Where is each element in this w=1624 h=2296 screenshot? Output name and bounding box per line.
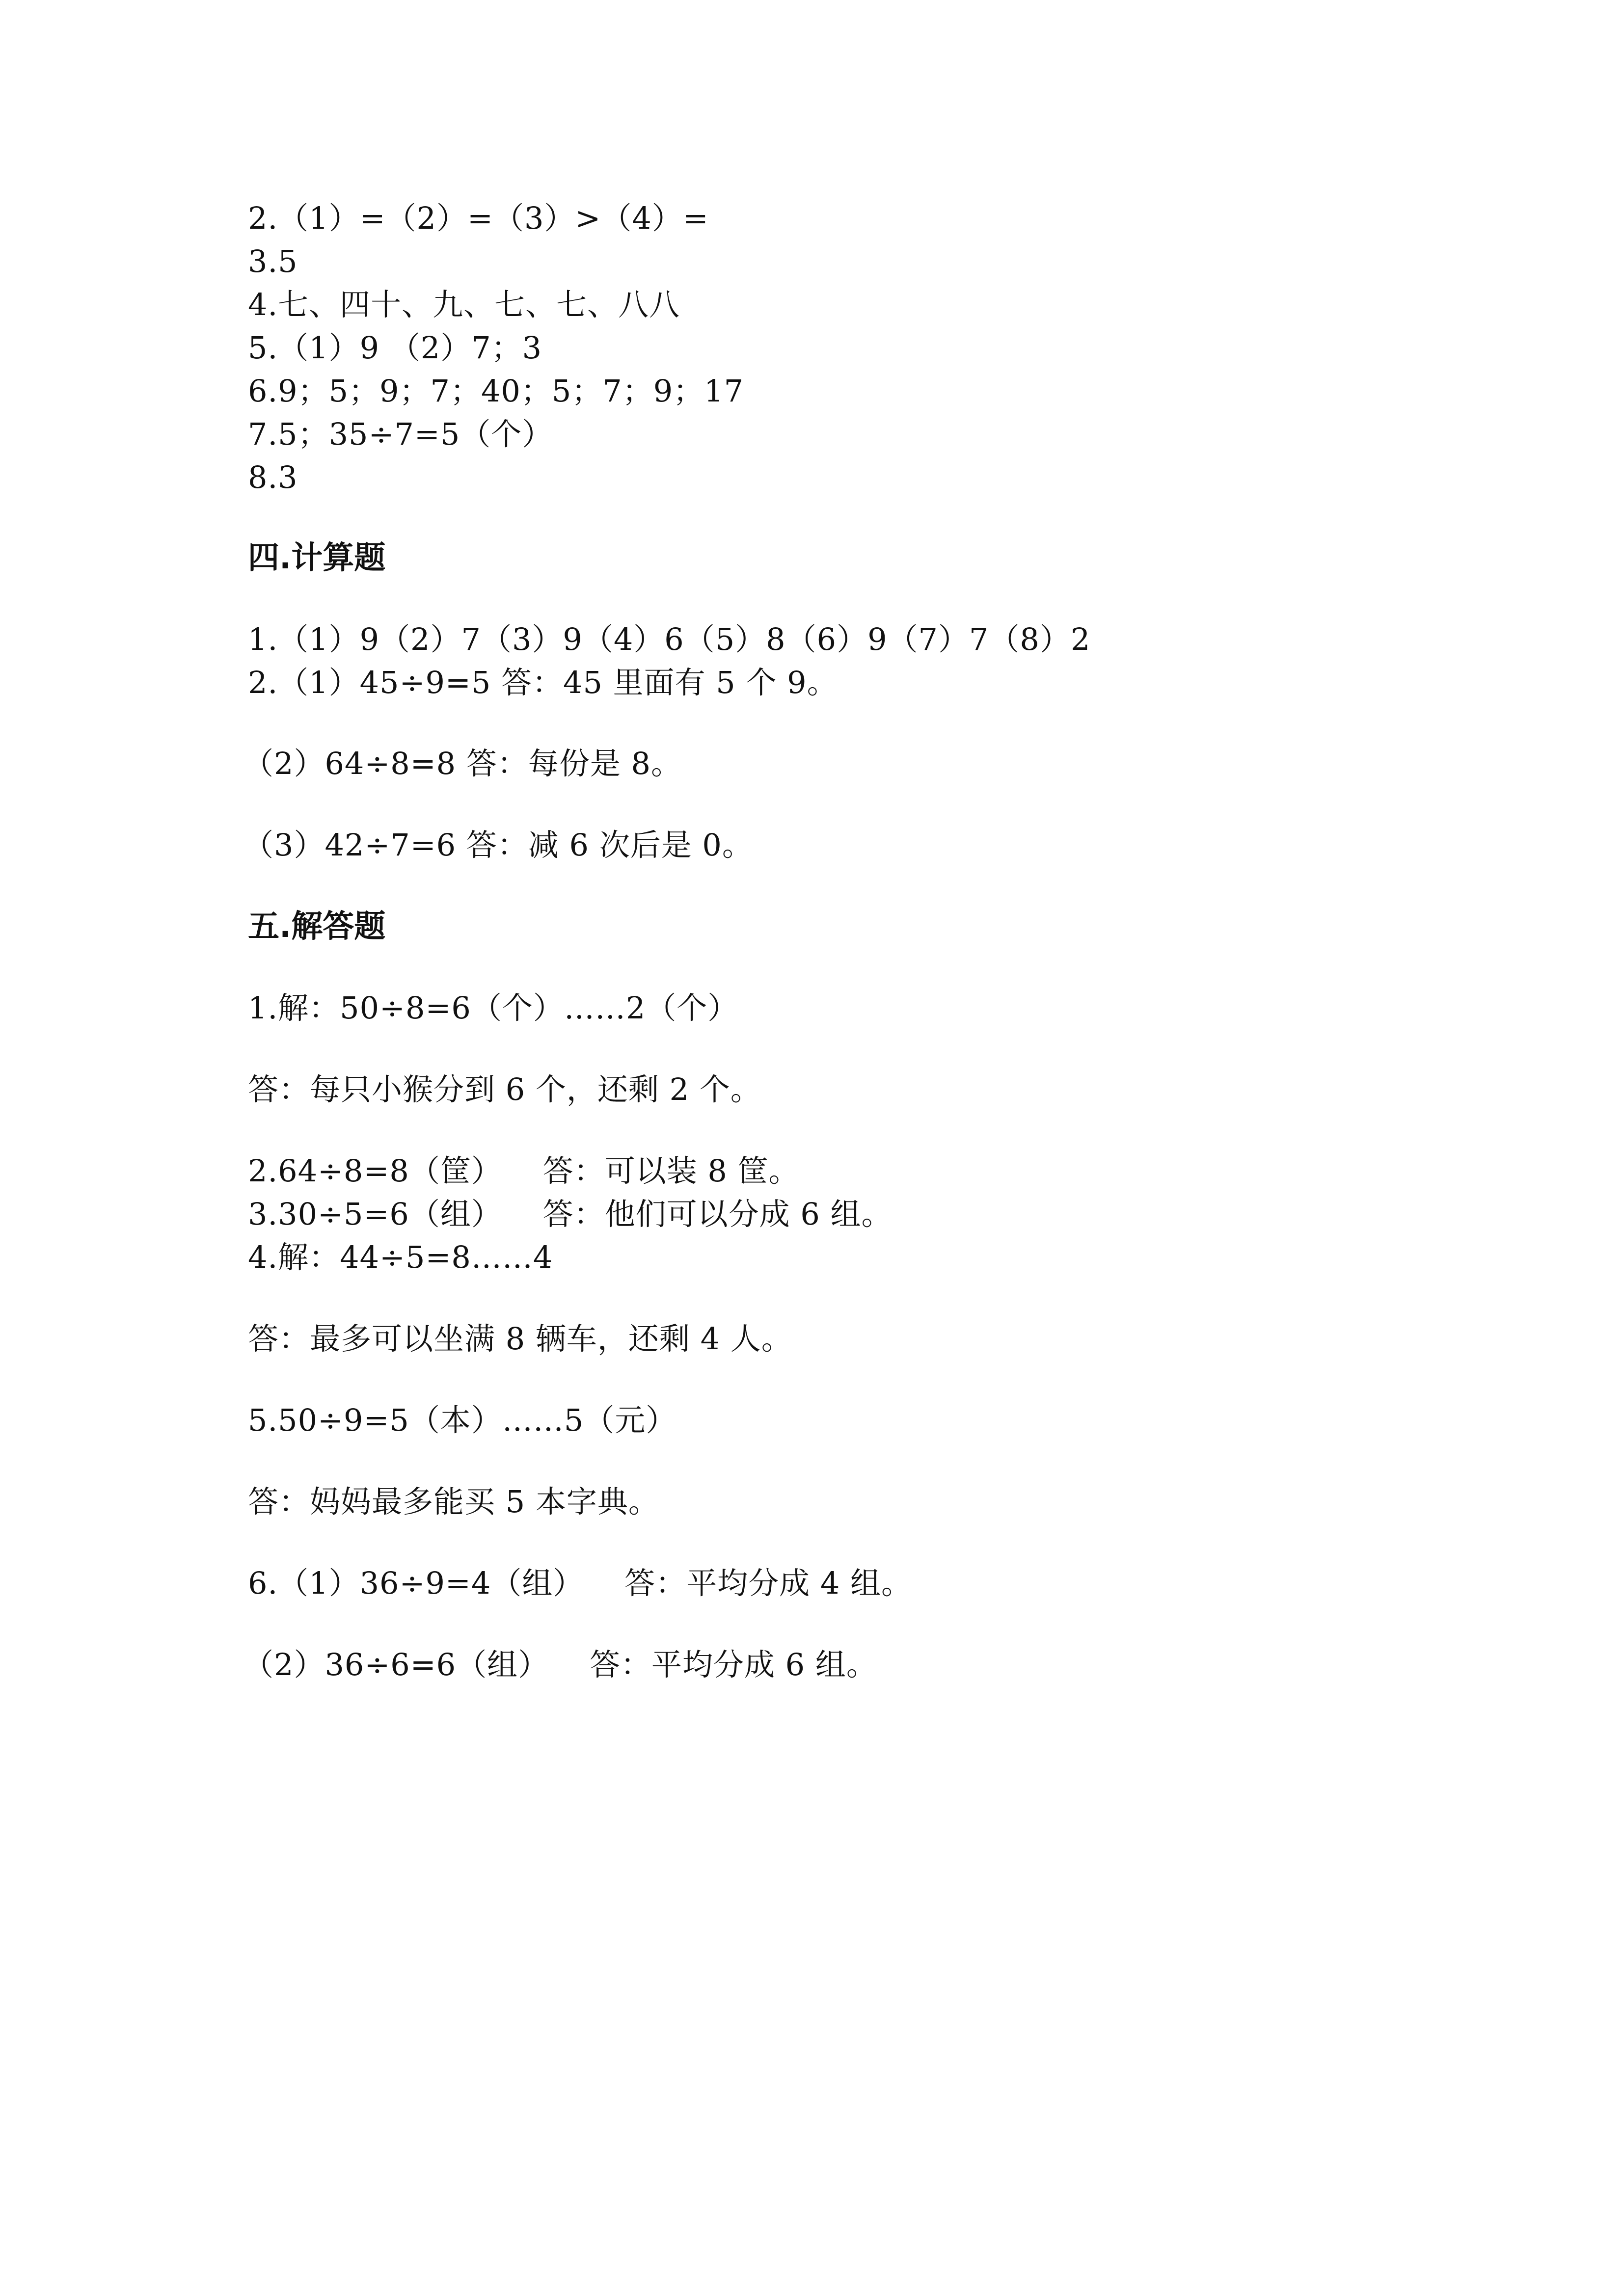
answer-line-4-2-2: （2）64÷8=8 答：每份是 8。 [243, 746, 682, 781]
answer-line-3-5: 5.（1）9 （2）7；3 [248, 330, 542, 366]
section-heading-5: 五.解答题 [248, 908, 386, 945]
answer-line-5-5-answer: 答：妈妈最多能买 5 本字典。 [248, 1484, 659, 1520]
answer-line-5-4: 4.解：44÷5=8……4 [248, 1239, 553, 1275]
answer-line-5-5: 5.50÷9=5（本）……5（元） [248, 1402, 677, 1438]
answer-line-3-3: 3.5 [248, 243, 298, 279]
answer-line-5-3: 3.30÷5=6（组） 答：他们可以分成 6 组。 [248, 1196, 893, 1232]
answer-line-3-7: 7.5；35÷7=5（个） [248, 416, 553, 452]
answer-line-5-1: 1.解：50÷8=6（个）……2（个） [248, 990, 739, 1026]
answer-line-3-4: 4.七、四十、九、七、七、八八 [248, 287, 680, 322]
answer-line-5-4-answer: 答：最多可以坐满 8 辆车，还剩 4 人。 [248, 1321, 792, 1357]
answer-line-3-2: 2.（1）=（2）=（3）>（4）= [248, 200, 709, 236]
answer-line-3-8: 8.3 [248, 459, 298, 495]
answer-line-5-2: 2.64÷8=8（筐） 答：可以装 8 筐。 [248, 1153, 800, 1189]
answer-line-4-2: 2.（1）45÷9=5 答：45 里面有 5 个 9。 [248, 665, 838, 700]
section-heading-4: 四.计算题 [248, 540, 386, 576]
answer-line-4-1: 1.（1）9（2）7（3）9（4）6（5）8（6）9（7）7（8）2 [248, 621, 1091, 657]
answer-line-5-6-1: 6.（1）36÷9=4（组） 答：平均分成 4 组。 [248, 1565, 912, 1601]
answer-line-5-1-answer: 答：每只小猴分到 6 个，还剩 2 个。 [248, 1071, 761, 1107]
answer-line-4-2-3: （3）42÷7=6 答：减 6 次后是 0。 [243, 827, 753, 863]
answer-line-3-6: 6.9；5；9；7；40；5；7；9；17 [248, 373, 744, 409]
answer-line-5-6-2: （2）36÷6=6（组） 答：平均分成 6 组。 [243, 1647, 877, 1682]
